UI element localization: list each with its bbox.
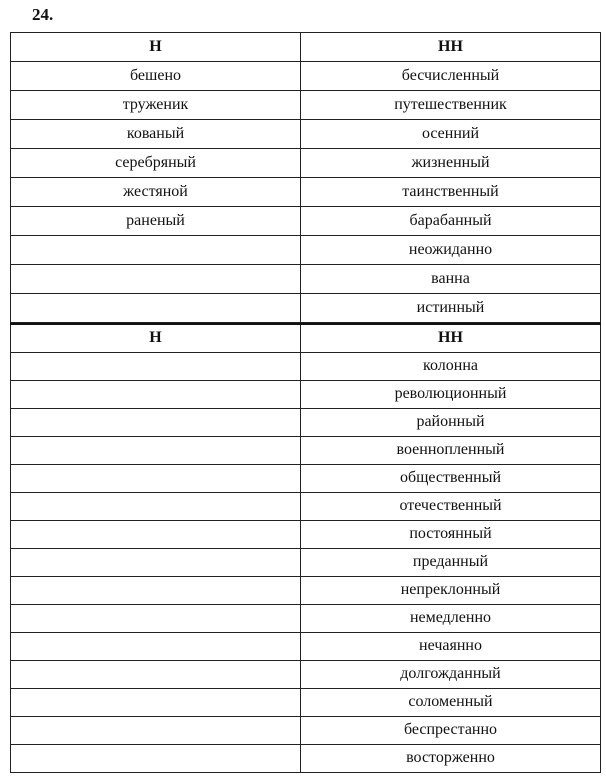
cell-n-word (11, 492, 301, 520)
table-row (11, 576, 601, 604)
cell-n-word (11, 660, 301, 688)
cell-nn-word: нечаянно (301, 632, 601, 660)
cell-n-word (11, 294, 301, 323)
cell-n-word (11, 688, 301, 716)
table-row (11, 744, 601, 772)
table-row (11, 380, 601, 408)
table-row (11, 408, 601, 436)
table-row (11, 548, 601, 576)
cell-nn-word: восторженно (301, 744, 601, 772)
cell-n-word (11, 576, 301, 604)
cell-nn-word: преданный (301, 548, 601, 576)
column-header-n: Н (11, 324, 301, 352)
cell-nn-word: барабанный (301, 207, 601, 236)
words-table-1 (10, 32, 601, 323)
cell-n-word (11, 380, 301, 408)
cell-n-word: жестяной (11, 178, 301, 207)
cell-n-word: серебряный (11, 149, 301, 178)
cell-n-word (11, 548, 301, 576)
table-row (11, 632, 601, 660)
cell-nn-word: ванна (301, 265, 601, 294)
cell-nn-word: немедленно (301, 604, 601, 632)
table-row (11, 91, 601, 120)
task-number: 24. (32, 5, 54, 24)
cell-nn-word: общественный (301, 464, 601, 492)
cell-n-word (11, 464, 301, 492)
column-header-nn: НН (301, 324, 601, 352)
cell-nn-word: таинственный (301, 178, 601, 207)
cell-nn-word: путешественник (301, 91, 601, 120)
table-row (11, 352, 601, 380)
table-row (11, 688, 601, 716)
cell-nn-word: неожиданно (301, 236, 601, 265)
cell-nn-word: районный (301, 408, 601, 436)
cell-nn-word: истинный (301, 294, 601, 323)
table-row (11, 492, 601, 520)
cell-nn-word: беспрестанно (301, 716, 601, 744)
cell-n-word (11, 436, 301, 464)
table-header-row (11, 324, 601, 352)
cell-n-word: раненый (11, 207, 301, 236)
table-header-row (11, 33, 601, 62)
cell-n-word (11, 265, 301, 294)
cell-n-word (11, 744, 301, 772)
cell-nn-word: отечественный (301, 492, 601, 520)
table-row (11, 236, 601, 265)
table-row (11, 660, 601, 688)
cell-n-word (11, 604, 301, 632)
cell-nn-word: долгожданный (301, 660, 601, 688)
table-row (11, 265, 601, 294)
column-header-n: Н (11, 33, 301, 62)
cell-nn-word: колонна (301, 352, 601, 380)
cell-nn-word: соломенный (301, 688, 601, 716)
cell-nn-word: военнопленный (301, 436, 601, 464)
cell-n-word (11, 408, 301, 436)
table-row (11, 520, 601, 548)
cell-n-word (11, 632, 301, 660)
table-row (11, 149, 601, 178)
cell-n-word (11, 520, 301, 548)
cell-n-word: кованый (11, 120, 301, 149)
cell-nn-word: жизненный (301, 149, 601, 178)
cell-n-word (11, 352, 301, 380)
cell-nn-word: осенний (301, 120, 601, 149)
words-table-2 (10, 323, 601, 773)
table-row (11, 436, 601, 464)
cell-nn-word: непреклонный (301, 576, 601, 604)
table-row (11, 178, 601, 207)
cell-nn-word: революционный (301, 380, 601, 408)
table-row (11, 120, 601, 149)
table-row (11, 464, 601, 492)
table-row (11, 294, 601, 323)
cell-n-word (11, 236, 301, 265)
table-row (11, 604, 601, 632)
cell-nn-word: постоянный (301, 520, 601, 548)
cell-nn-word: бесчисленный (301, 62, 601, 91)
table-row (11, 207, 601, 236)
table-row (11, 716, 601, 744)
cell-n-word (11, 716, 301, 744)
cell-n-word: труженик (11, 91, 301, 120)
table-row (11, 62, 601, 91)
cell-n-word: бешено (11, 62, 301, 91)
column-header-nn: НН (301, 33, 601, 62)
